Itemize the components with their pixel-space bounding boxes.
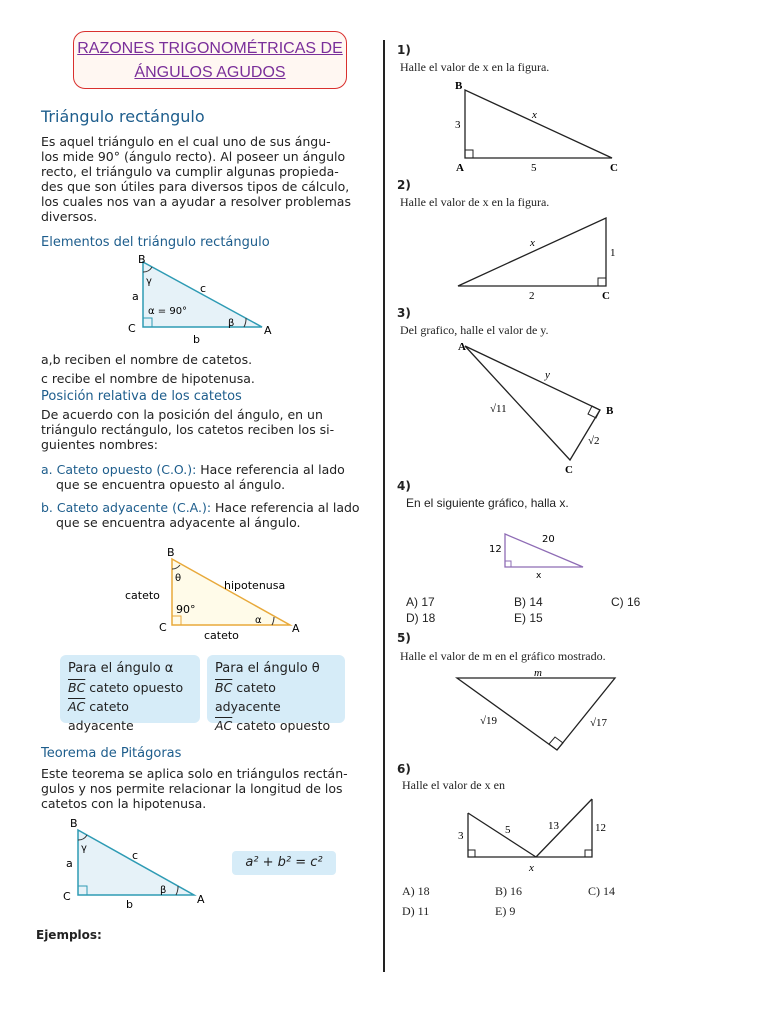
vertex-b-label: B xyxy=(70,817,78,830)
vertex-c-label: C xyxy=(159,621,167,634)
section-triangle-heading: Triángulo rectángulo xyxy=(41,107,205,126)
hipotenusa-label: hipotenusa xyxy=(224,579,286,592)
pitagoras-formula xyxy=(232,851,336,875)
pitagoras-line: Este teorema se aplica solo en triángulos rectán- xyxy=(41,766,348,781)
alpha-label: α xyxy=(255,615,262,626)
section-position-heading: Posición relativa de los catetos xyxy=(41,389,242,404)
box-theta-title: Para el ángulo θ xyxy=(215,661,320,676)
hypotenuse-label: 20 xyxy=(542,534,555,545)
pitagoras-line: catetos con la hipotenusa. xyxy=(41,796,207,811)
column-divider xyxy=(383,40,385,972)
figure-catetos xyxy=(120,543,310,643)
vertex-a-label: A xyxy=(197,893,205,906)
question-6-text: Halle el valor de x en xyxy=(402,778,505,792)
segment-bc: $\overline{BC}$ xyxy=(68,680,86,695)
question-6-number: 6) xyxy=(397,762,411,776)
alpha-90-label: α = 90° xyxy=(148,306,188,317)
side-5-label: 5 xyxy=(505,824,511,836)
item-a-label: a. Cateto opuesto (C.O.): xyxy=(41,462,197,477)
right-angle-mark-right xyxy=(585,850,592,857)
triangle-shape xyxy=(457,678,615,750)
figure-right-triangle-elements xyxy=(120,252,290,347)
box-angle-theta xyxy=(207,655,345,733)
right-angle-mark xyxy=(598,278,606,286)
vertex-a-label: A xyxy=(292,622,300,635)
vertex-b-label: B xyxy=(167,546,175,559)
side-ac-label: 5 xyxy=(531,162,537,174)
question-2-figure xyxy=(450,212,625,304)
question-4-number: 4) xyxy=(397,479,411,493)
catetos-line: a,b reciben el nombre de catetos. xyxy=(41,352,253,367)
side-horizontal-label: x xyxy=(536,571,542,581)
q6-option-e[interactable]: E) 9 xyxy=(495,904,516,918)
box-alpha-line2: cateto adyacente xyxy=(68,699,134,733)
question-5-figure xyxy=(450,666,625,758)
pitagoras-paragraph xyxy=(41,766,366,811)
figure-pitagoras xyxy=(58,815,218,910)
q6-option-b[interactable]: B) 16 xyxy=(495,884,522,898)
question-1-text: Halle el valor de x en la figura. xyxy=(400,60,550,74)
q4-option-d[interactable]: D) 18 xyxy=(406,611,436,625)
side-ab-label: √11 xyxy=(490,403,507,415)
outer-lines xyxy=(468,799,592,857)
side-vertical-label: 1 xyxy=(610,247,616,259)
question-3-number: 3) xyxy=(397,306,411,320)
position-line: triángulo rectángulo, los catetos reciben los si- xyxy=(41,422,335,437)
item-a-text: Hace referencia al lado xyxy=(196,462,345,477)
cateto-bottom-label: cateto xyxy=(204,629,239,642)
section-elements-heading: Elementos del triángulo rectángulo xyxy=(41,235,270,250)
side-y-label: y xyxy=(545,369,550,381)
triangle-shape xyxy=(465,90,612,158)
question-5-text: Halle el valor de m en el gráfico mostrado. xyxy=(400,649,606,663)
right-angle-mark xyxy=(549,737,563,750)
side-m-label: m xyxy=(534,667,542,679)
side-right-label: √17 xyxy=(590,717,608,729)
segment-ac: $\overline{AC}$ xyxy=(68,699,86,714)
intro-line: diversos. xyxy=(41,209,98,224)
side-b-label: b xyxy=(126,898,133,910)
q6-option-a[interactable]: A) 18 xyxy=(402,884,430,898)
side-a-label: a xyxy=(66,857,73,870)
item-b xyxy=(41,500,371,530)
segment-bc: $\overline{BC}$ xyxy=(215,680,233,695)
page-title-line2: ÁNGULOS AGUDOS xyxy=(134,64,286,81)
side-12-label: 12 xyxy=(595,822,606,834)
hypotenuse-label: x xyxy=(532,109,537,121)
intro-line: des que son útiles para diversos tipos de cálculo, xyxy=(41,179,350,194)
segment-ac: $\overline{AC}$ xyxy=(215,718,233,733)
q4-option-a[interactable]: A) 17 xyxy=(406,595,435,609)
q4-option-b[interactable]: B) 14 xyxy=(514,595,543,609)
question-4-figure xyxy=(480,528,600,583)
vertex-a-label: A xyxy=(458,341,466,353)
side-ab-label: 3 xyxy=(455,119,461,131)
page-title-line1: RAZONES TRIGONOMÉTRICAS DE xyxy=(77,40,343,57)
side-horizontal-label: 2 xyxy=(529,290,535,302)
segment-5 xyxy=(468,813,536,857)
beta-label: β xyxy=(228,318,235,329)
segment-13 xyxy=(536,799,592,857)
question-3-figure xyxy=(450,338,625,478)
q6-option-c[interactable]: C) 14 xyxy=(588,884,615,898)
side-left-label: √19 xyxy=(480,715,498,727)
beta-label: β xyxy=(160,885,167,896)
question-2-text: Halle el valor de x en la figura. xyxy=(400,195,550,209)
gamma-label: γ xyxy=(146,276,152,287)
item-b-label: b. Cateto adyacente (C.A.): xyxy=(41,500,212,515)
position-line: guientes nombres: xyxy=(41,437,158,452)
box-angle-alpha xyxy=(60,655,200,733)
box-theta-line2: cateto opuesto xyxy=(232,718,331,733)
side-b-label: b xyxy=(193,333,200,346)
question-3-text: Del grafico, halle el valor de y. xyxy=(400,323,549,337)
theta-label: θ xyxy=(175,573,182,584)
side-3-label: 3 xyxy=(458,830,464,842)
item-b-text: Hace referencia al lado xyxy=(211,500,360,515)
box-alpha-title: Para el ángulo α xyxy=(68,661,174,676)
intro-line: los cuales nos van a ayudar a resolver problemas xyxy=(41,194,351,209)
vertex-c-label: C xyxy=(610,162,618,174)
vertex-a-label: A xyxy=(456,162,464,174)
question-1-figure xyxy=(450,78,625,176)
intro-line: recto, el triángulo va cumplir algunas propieda- xyxy=(41,164,339,179)
position-line: De acuerdo con la posición del ángulo, en un xyxy=(41,407,323,422)
position-paragraph xyxy=(41,407,366,452)
gamma-label: γ xyxy=(81,843,87,854)
intro-line: Es aquel triángulo en el cual uno de sus ángu- xyxy=(41,134,331,149)
cateto-left-label: cateto xyxy=(125,589,160,602)
vertex-b-label: B xyxy=(455,80,463,92)
hypotenuse-label: x xyxy=(530,237,535,249)
page-title-box xyxy=(73,31,347,89)
question-1-number: 1) xyxy=(397,43,411,57)
vertex-b-label: B xyxy=(606,405,614,417)
vertex-c-label: C xyxy=(128,322,136,335)
q6-option-d[interactable]: D) 11 xyxy=(402,904,430,918)
vertex-a-label: A xyxy=(264,324,272,337)
question-2-number: 2) xyxy=(397,178,411,192)
vertex-b-label: B xyxy=(138,253,146,266)
side-a-label: a xyxy=(132,290,139,303)
pitagoras-line: gulos y nos permite relacionar la longitud de los xyxy=(41,781,343,796)
box-alpha-line1: cateto opuesto xyxy=(85,680,184,695)
question-4-text: En el siguiente gráfico, halla x. xyxy=(406,496,569,510)
side-x-label: x xyxy=(529,862,534,874)
side-13-label: 13 xyxy=(548,820,559,832)
vertex-c-label: C xyxy=(565,464,573,476)
triangle-shape xyxy=(465,346,600,460)
item-a-text2: que se encuentra opuesto al ángulo. xyxy=(56,477,286,492)
vertex-c-label: C xyxy=(63,890,71,903)
question-6-figure xyxy=(450,795,620,875)
right-angle-mark xyxy=(505,561,511,567)
q4-option-c[interactable]: C) 16 xyxy=(611,595,641,609)
examples-label: Ejemplos: xyxy=(36,928,102,942)
intro-paragraph xyxy=(41,134,366,224)
vertex-c-label: C xyxy=(602,290,610,302)
triangle-shape xyxy=(458,218,606,286)
question-5-number: 5) xyxy=(397,631,411,645)
side-c-label: c xyxy=(200,282,207,295)
item-b-text2: que se encuentra adyacente al ángulo. xyxy=(56,515,301,530)
triangle-shape xyxy=(78,830,194,895)
q4-option-e[interactable]: E) 15 xyxy=(514,611,543,625)
right-angle-mark-left xyxy=(468,850,475,857)
side-vertical-label: 12 xyxy=(489,544,502,555)
item-a xyxy=(41,462,371,492)
side-c-label: c xyxy=(132,849,139,862)
box-theta-line1: cateto adyacente xyxy=(215,680,281,714)
formula-text: a² + b² = c² xyxy=(245,855,323,870)
intro-line: los mide 90° (ángulo recto). Al poseer un ángulo xyxy=(41,149,346,164)
section-pitagoras-heading: Teorema de Pitágoras xyxy=(41,746,182,761)
right-angle-mark xyxy=(465,150,473,158)
right-angle-label: 90° xyxy=(176,603,196,616)
side-bc-label: √2 xyxy=(588,435,600,447)
hipotenusa-line: c recibe el nombre de hipotenusa. xyxy=(41,371,255,386)
